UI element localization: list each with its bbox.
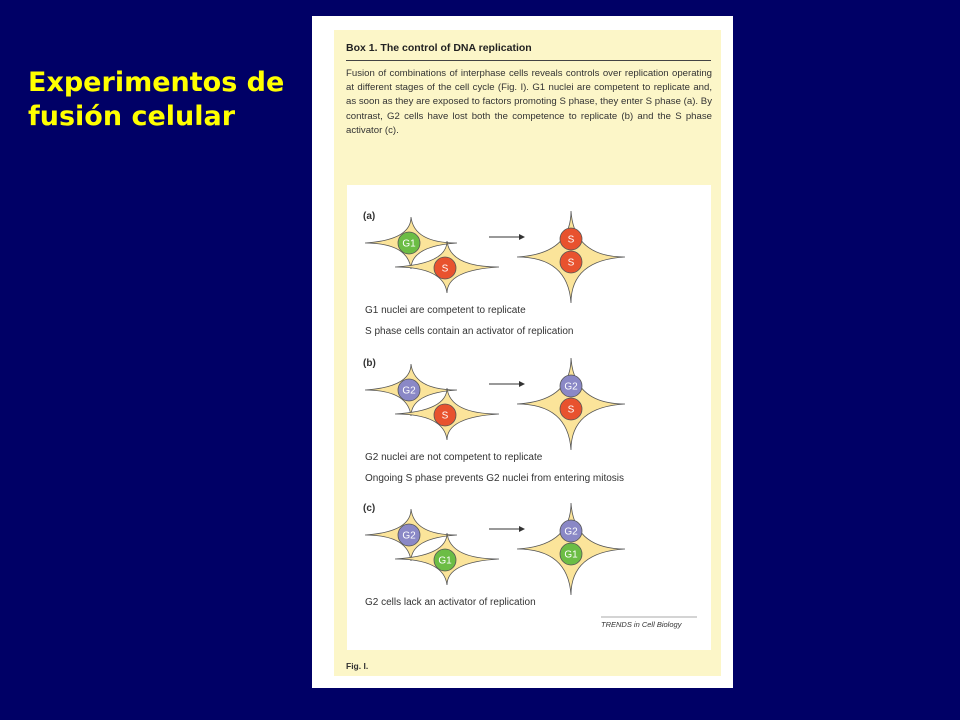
journal-figure [312, 16, 733, 688]
slide-title-line-1: Experimentos de [28, 67, 285, 98]
panel-label-1: (b) [363, 358, 376, 369]
cell-fusion-diagram [347, 185, 711, 650]
box-header: Box 1. The control of DNA replication [346, 42, 532, 54]
box-paragraph: Fusion of combinations of interphase cells reveals controls over replication operating at different stages of the cell cycle (Fig. I). G1 nuclei are competent to replicate and, as soon as they are exposed to factors promoting S phase, they enter S phase (a). By contrast, G2 cells have lost both the competence to replicate (b) and the S phase activator (c). [346, 68, 712, 136]
nucleus-1-left-a-label: G2 [402, 385, 416, 397]
figure-panel [347, 185, 711, 650]
nucleus-0-left-a-label: G1 [402, 238, 416, 250]
fusion-arrowhead-0 [519, 234, 525, 240]
header-divider [346, 60, 711, 61]
nucleus-2-right-a-label: G2 [564, 526, 578, 538]
nucleus-2-left-b-label: G1 [438, 555, 452, 567]
panel-label-2: (c) [363, 503, 376, 514]
caption-1-1: Ongoing S phase prevents G2 nuclei from entering mitosis [365, 473, 625, 484]
nucleus-2-left-a-label: G2 [402, 530, 416, 542]
nucleus-2-right-b-label: G1 [564, 549, 578, 561]
figure-label: Fig. I. [346, 661, 369, 671]
caption-0-1: S phase cells contain an activator of replication [365, 326, 574, 337]
caption-2-0: G2 cells lack an activator of replication [365, 597, 536, 608]
box-1 [334, 30, 721, 676]
fusion-arrowhead-2 [519, 526, 525, 532]
nucleus-1-left-b-label: S [441, 410, 449, 422]
nucleus-0-left-b-label: S [441, 263, 449, 275]
nucleus-0-right-b-label: S [567, 257, 575, 269]
panel-label-0: (a) [363, 211, 376, 222]
nucleus-1-right-b-label: S [567, 404, 575, 416]
caption-0-0: G1 nuclei are competent to replicate [365, 305, 526, 316]
slide-title-line-2: fusión celular [28, 101, 236, 132]
caption-1-0: G2 nuclei are not competent to replicate [365, 452, 543, 463]
slide-title [28, 66, 284, 134]
fusion-arrowhead-1 [519, 381, 525, 387]
figure-credit: TRENDS in Cell Biology [601, 620, 682, 629]
nucleus-0-right-a-label: S [567, 234, 575, 246]
nucleus-1-right-a-label: G2 [564, 381, 578, 393]
